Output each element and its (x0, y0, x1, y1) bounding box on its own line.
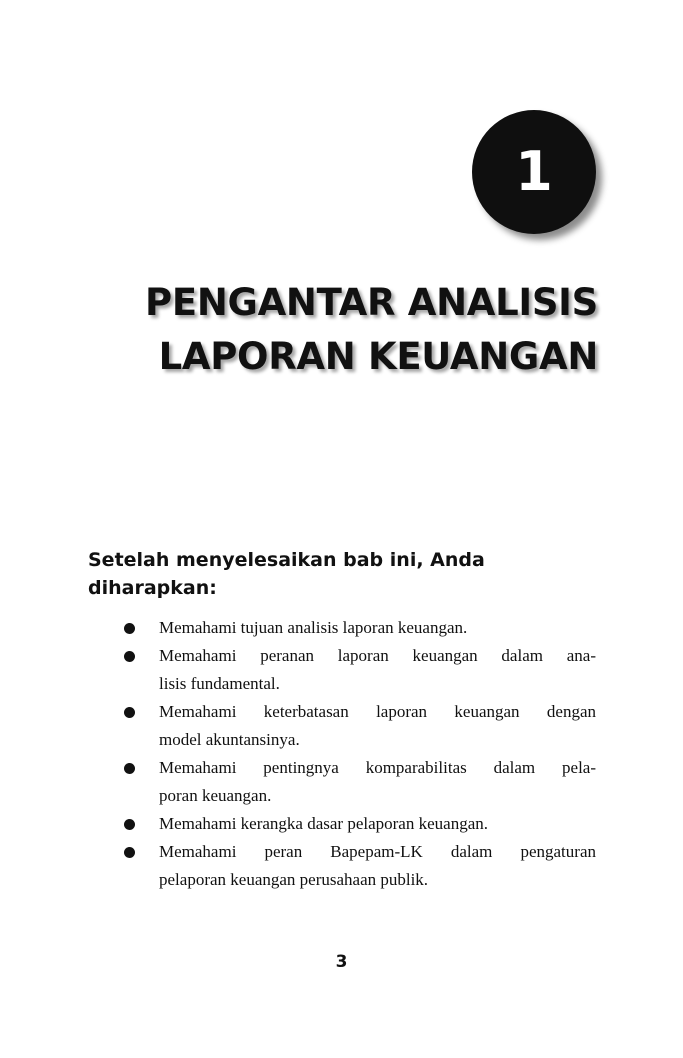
list-item-line: poran keuangan. (159, 786, 272, 805)
list-item-line: model akuntansinya. (159, 730, 300, 749)
list-item (118, 754, 596, 810)
bullet-icon (124, 651, 135, 662)
objectives-heading-line-1: Setelah menyelesaikan bab ini, Anda (88, 549, 485, 571)
chapter-title-line-1: PENGANTAR ANALISIS (145, 281, 598, 324)
list-item (118, 698, 596, 754)
list-item-line: pelaporan keuangan perusahaan publik. (159, 870, 429, 889)
list-item-line: Memahami peran Bapepam-LK dalam pengaturan (159, 842, 596, 861)
list-item-line: Memahami keterbatasan laporan keuangan dengan (159, 702, 596, 721)
list-item (118, 810, 596, 838)
list-item (118, 642, 596, 698)
bullet-icon (124, 623, 135, 634)
list-item-line: lisis fundamental. (159, 674, 280, 693)
objectives-heading-line-2: diharapkan: (88, 577, 217, 599)
objectives-heading (88, 546, 608, 602)
list-item-line: Memahami peranan laporan keuangan dalam ana- (159, 646, 596, 665)
chapter-title (110, 276, 598, 384)
chapter-title-line-2: LAPORAN KEUANGAN (158, 335, 598, 378)
bullet-icon (124, 763, 135, 774)
bullet-icon (124, 819, 135, 830)
page-number: 3 (335, 952, 348, 972)
list-item-line: Memahami tujuan analisis laporan keuangan. (159, 618, 468, 637)
list-item (118, 614, 596, 642)
objectives-list (118, 614, 596, 894)
chapter-number: 1 (515, 140, 553, 203)
bullet-icon (124, 707, 135, 718)
bullet-icon (124, 847, 135, 858)
list-item (118, 838, 596, 894)
list-item-line: Memahami pentingnya komparabilitas dalam pela- (159, 758, 596, 777)
list-item-line: Memahami kerangka dasar pelaporan keuangan. (159, 814, 488, 833)
chapter-number-badge (472, 110, 596, 234)
